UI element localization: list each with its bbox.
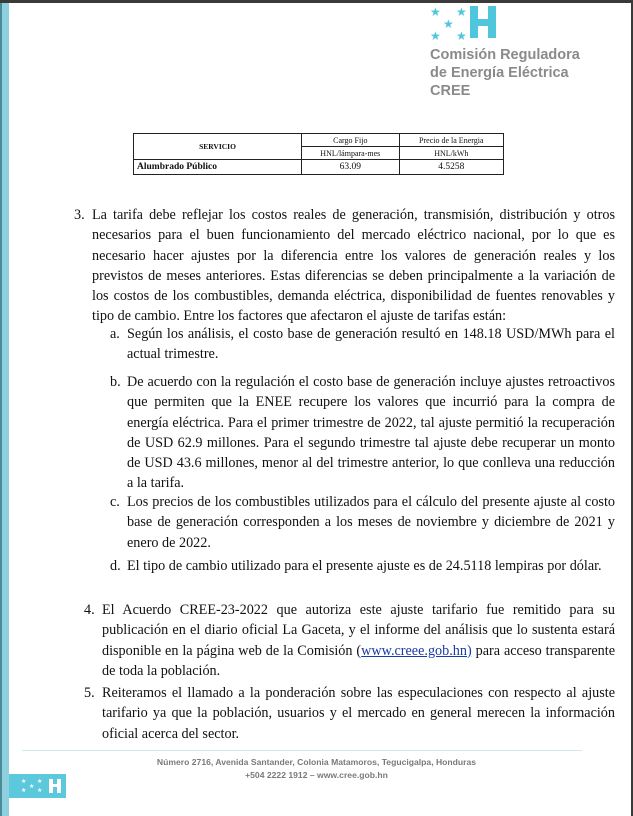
sub-item-a xyxy=(110,324,615,365)
row-cargo-fijo: 63.09 xyxy=(302,160,400,175)
row-service: Alumbrado Público xyxy=(134,160,302,175)
header-precio-energia: Precio de la Energia xyxy=(399,134,503,147)
unit-precio-energia: HNL/kWh xyxy=(399,147,503,160)
list-item-5 xyxy=(84,683,615,744)
sub-item-text: Los precios de los combustibles utilizados para el cálculo del presente ajuste al costo base de generación corresponden a los meses de noviembre y diciembre de 2021 y enero de 2022. xyxy=(127,494,615,551)
item-number: 4. xyxy=(84,602,95,618)
sub-item-b xyxy=(110,372,615,494)
star-icon: ★ xyxy=(456,5,467,19)
star-icon: ★ xyxy=(430,5,441,19)
star-icon: ★ xyxy=(443,17,454,31)
footer-divider xyxy=(22,750,582,751)
sub-item-letter: c. xyxy=(110,494,120,510)
tariff-table xyxy=(133,133,504,175)
cree-logo xyxy=(430,6,620,100)
star-icon: ★ xyxy=(456,29,467,43)
honduras-stars-h-icon xyxy=(430,6,620,42)
sub-item-text: De acuerdo con la regulación el costo base de generación incluye ajustes retroactivos que permiten que la ENEE recupere los valores que incurrió para la compra de energía eléctrica. Para el primer trimestre de 2022, tal ajuste permitió la recuperación de USD 62.9 millones. Para el segundo trimestre tal ajuste debe recuperar un monto de USD 43.6 millones, menor al del trimestre anterior, lo que conlleva una reducción a la tarifa. xyxy=(127,374,615,492)
footer xyxy=(0,756,633,782)
header-cargo-fijo: Cargo Fijo xyxy=(302,134,400,147)
sub-item-letter: d. xyxy=(110,558,121,574)
sub-item-text: Según los análisis, el costo base de generación resultó en 148.18 USD/MWh para el actual trimestre. xyxy=(127,326,615,363)
item-number: 5. xyxy=(84,685,95,701)
sub-item-letter: a. xyxy=(110,326,120,342)
sub-item-text: El tipo de cambio utilizado para el presente ajuste es de 24.5118 lempiras por dólar. xyxy=(127,558,602,574)
item-text: Reiteramos el llamado a la ponderación sobre las especulaciones con respecto al ajuste tarifario ya que la población, usuarios y el mercado en general merecen la información oficial acerca del sector. xyxy=(102,685,615,742)
list-item-3 xyxy=(74,205,615,327)
page-left-accent-stripe xyxy=(2,3,9,816)
org-acronym: CREE xyxy=(430,83,471,99)
row-precio-energia: 4.5258 xyxy=(399,160,503,175)
cree-website-link[interactable]: www.creee.gob.hn) xyxy=(361,642,472,659)
item-text xyxy=(102,600,615,681)
item-number: 3. xyxy=(74,207,85,223)
list-item-4 xyxy=(84,600,615,681)
footer-contact: +504 2222 1912 – www.cree.gob.hn xyxy=(245,770,388,780)
window-top-border xyxy=(0,0,633,3)
h-letter-icon xyxy=(470,6,496,38)
table-row xyxy=(134,160,504,175)
header-servicio: SERVICIO xyxy=(134,134,302,160)
item-text-part: para acceso transparente de toda la población. xyxy=(102,642,615,679)
sub-item-c xyxy=(110,492,615,553)
sub-item-letter: b. xyxy=(110,374,121,390)
item-text: La tarifa debe reflejar los costos reales de generación, transmisión, distribución y otros necesarios para el buen funcionamiento del mercado eléctrico nacional, por lo que es necesario hacer ajustes por la diferencia entre los valores de generación reales y los previstos de meses anteriores. Estas diferencias se deben principalmente a la variación de los costos de los combustibles, demanda eléctrica, disponibilidad de fuentes renovables y tipo de cambio. Entre los factores que afectaron el ajuste de tarifas están: xyxy=(92,207,615,325)
footer-address: Número 2716, Avenida Santander, Colonia Matamoros, Tegucigalpa, Honduras xyxy=(156,757,477,767)
org-name-line1: Comisión Reguladora xyxy=(430,47,580,63)
unit-cargo-fijo: HNL/lámpara-mes xyxy=(302,147,400,160)
sub-item-d xyxy=(110,556,615,576)
star-icon: ★ xyxy=(430,29,441,43)
item-text-part: El Acuerdo CREE-23-2022 que autoriza este ajuste tarifario fue remitido para su publicación en el diario oficial La Gaceta, y el informe del análisis que lo sustenta estará disponible en la página web de la Comisión ( xyxy=(102,602,615,659)
org-name-line2: de Energía Eléctrica xyxy=(430,65,569,81)
footer-logo-icon: ★ ★ ★ ★ ★ xyxy=(9,774,66,798)
table-header-row xyxy=(134,134,504,147)
